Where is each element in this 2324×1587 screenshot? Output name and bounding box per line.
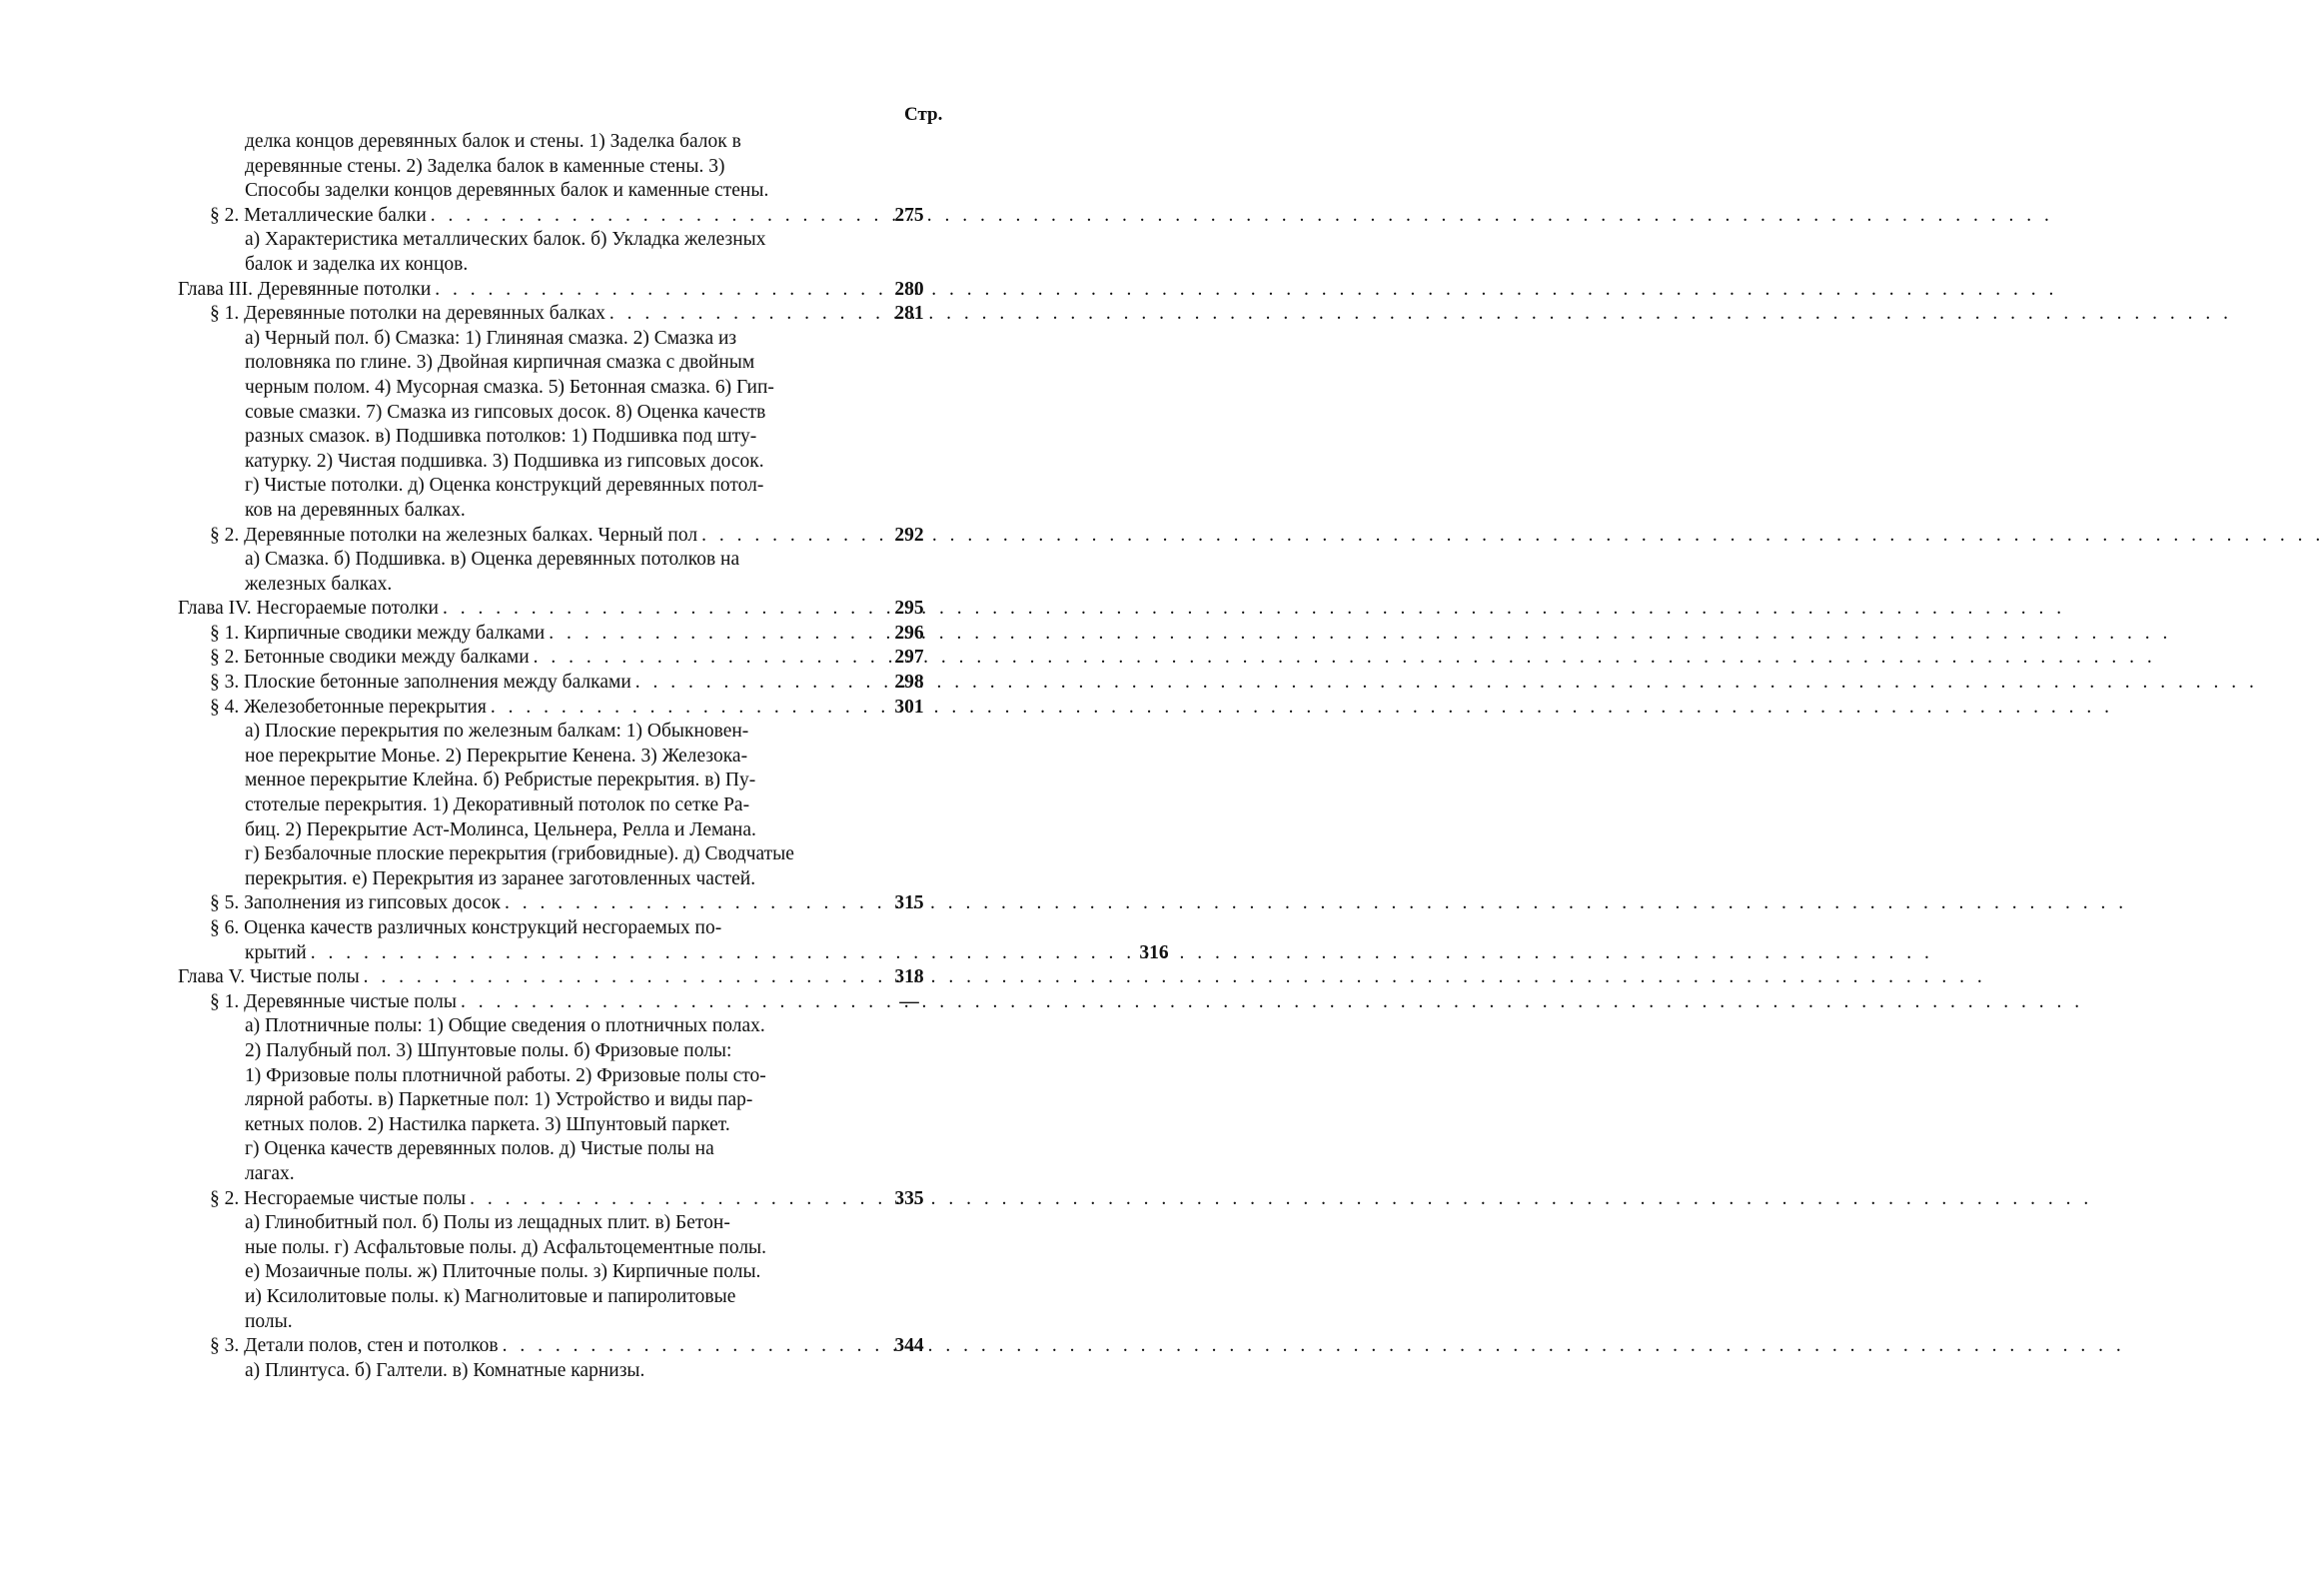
toc-entry-title-with-leader xyxy=(210,646,877,671)
dot-leader xyxy=(549,622,2171,647)
toc-entry-title: § 1. Кирпичные сводики между балками xyxy=(210,622,549,647)
toc-description-text: менное перекрытие Клейна. б) Ребристые перекрытия. в) Пу- xyxy=(245,770,756,792)
toc-page-number: 316 xyxy=(1139,941,1169,963)
toc-description-line xyxy=(245,842,1162,867)
toc-entry-title-with-leader xyxy=(178,597,877,622)
dot-leader xyxy=(503,1334,2125,1359)
dot-leader xyxy=(470,1187,2092,1212)
dot-leader xyxy=(461,990,2083,1015)
toc-entry xyxy=(210,524,1162,549)
toc-description-text: полы. xyxy=(245,1310,293,1332)
toc-entry-title: § 2. Несгораемые чистые полы xyxy=(210,1187,470,1212)
toc-description-line xyxy=(245,769,1162,794)
toc-entry-title: § 1. Деревянные чистые полы xyxy=(210,990,461,1015)
toc-entry-title: § 3. Детали полов, стен и потолков xyxy=(210,1334,503,1359)
dot-leader xyxy=(435,278,2057,303)
toc-entry-title: крытий xyxy=(245,941,311,966)
toc-description-line xyxy=(245,1260,1162,1285)
toc-description-text: а) Глинобитный пол. б) Полы из лещадных плит. в) Бетон- xyxy=(245,1212,730,1234)
toc-description-text: ные полы. г) Асфальтовые полы. д) Асфальтоцементные полы. xyxy=(245,1236,767,1258)
toc-entry-title: Глава III. Деревянные потолки xyxy=(178,278,435,303)
toc-description-text: перекрытия. е) Перекрытия из заранее заготовленных частей. xyxy=(245,867,756,889)
toc-description-text: половняка по глине. 3) Двойная кирпичная смазка с двойным xyxy=(245,352,755,374)
toc-description-text: лагах. xyxy=(245,1162,295,1184)
toc-description-line xyxy=(245,745,1162,770)
toc-entry-title-with-leader xyxy=(210,302,877,327)
toc-entry-title-with-leader xyxy=(210,696,877,721)
toc-description-line xyxy=(245,1088,1162,1113)
toc-description-text: г) Оценка качеств деревянных полов. д) Чистые полы на xyxy=(245,1138,714,1160)
toc-description-line xyxy=(245,474,1162,499)
toc-description-text: а) Черный пол. б) Смазка: 1) Глиняная смазка. 2) Смазка из xyxy=(245,327,737,349)
toc-page-number: 295 xyxy=(894,598,924,620)
toc-entry-title-with-leader xyxy=(245,941,944,966)
toc-description-text: делка концов деревянных балок и стены. 1) Заделка балок в xyxy=(245,131,741,152)
toc-description-line xyxy=(245,1285,1162,1310)
toc-description-text: а) Плотничные полы: 1) Общие сведения о плотничных полах. xyxy=(245,1015,765,1037)
toc-entry xyxy=(210,671,1162,696)
toc-entry-title: § 1. Деревянные потолки на деревянных балках xyxy=(210,302,609,327)
toc-entry-title-with-leader xyxy=(210,622,877,647)
toc-description-line xyxy=(245,1236,1162,1261)
dot-leader xyxy=(505,891,2127,916)
toc-description-line xyxy=(245,867,1162,892)
dot-leader xyxy=(609,302,2232,327)
toc-entry xyxy=(178,278,1162,303)
toc-entry-title-with-leader xyxy=(210,204,877,229)
toc-page-number: — xyxy=(899,990,919,1012)
toc-description-line xyxy=(245,351,1162,376)
toc-page-number: 296 xyxy=(894,622,924,644)
toc-page-number: 280 xyxy=(894,278,924,300)
toc-entry-title-with-leader xyxy=(210,891,877,916)
toc-description-line xyxy=(210,916,1162,941)
toc-description-text: ное перекрытие Монье. 2) Перекрытие Кенена. 3) Железока- xyxy=(245,745,748,767)
toc-entry xyxy=(210,696,1162,721)
toc-description-text: Способы заделки концов деревянных балок и каменные стены. xyxy=(245,180,769,202)
toc-entry-title-with-leader xyxy=(210,524,877,549)
toc-description-text: е) Мозаичные полы. ж) Плиточные полы. з) Кирпичные полы. xyxy=(245,1261,761,1283)
toc-description-text: лярной работы. в) Паркетные пол: 1) Устройство и виды пар- xyxy=(245,1089,753,1111)
toc-description-text: разных смазок. в) Подшивка потолков: 1) Подшивка под шту- xyxy=(245,426,757,448)
toc-entry xyxy=(210,204,1162,229)
toc-page-number: 335 xyxy=(894,1187,924,1209)
toc-description-line xyxy=(245,1064,1162,1089)
toc-entry-title: Глава V. Чистые полы xyxy=(178,965,364,990)
dot-leader xyxy=(534,646,2156,671)
toc-entry xyxy=(210,1334,1162,1359)
toc-page-number: 275 xyxy=(894,204,924,226)
toc-entry-title: § 3. Плоские бетонные заполнения между балками xyxy=(210,671,635,696)
toc-description-text: черным полом. 4) Мусорная смазка. 5) Бетонная смазка. 6) Гип- xyxy=(245,376,774,398)
toc-description-line xyxy=(245,327,1162,352)
toc-description-line xyxy=(245,548,1162,573)
toc-description-text: а) Характеристика металлических балок. б) Укладка железных xyxy=(245,229,766,251)
toc-description-line xyxy=(245,1310,1162,1335)
toc-description-line xyxy=(245,1359,1162,1384)
toc-description-line xyxy=(245,376,1162,401)
toc-description-line xyxy=(245,130,1162,155)
toc-description-line xyxy=(245,179,1162,204)
dot-leader xyxy=(443,597,2065,622)
toc-entry xyxy=(210,622,1162,647)
toc-description-line xyxy=(245,720,1162,745)
toc-description-text: а) Смазка. б) Подшивка. в) Оценка деревянных потолков на xyxy=(245,549,740,571)
toc-description-line xyxy=(245,499,1162,524)
toc-entry xyxy=(210,646,1162,671)
toc-description-text: 1) Фризовые полы плотничной работы. 2) Фризовые полы сто- xyxy=(245,1064,766,1086)
toc-entry xyxy=(210,1187,1162,1212)
toc-description-text: г) Чистые потолки. д) Оценка конструкций деревянных потол- xyxy=(245,475,764,497)
page-column-header: Стр. xyxy=(904,104,943,125)
toc-entry xyxy=(210,302,1162,327)
toc-description-text: § 6. Оценка качеств различных конструкций несгораемых по- xyxy=(210,917,722,938)
toc-entry-title-with-leader xyxy=(210,1334,877,1359)
toc-description-text: кетных полов. 2) Настилка паркета. 3) Шпунтовый паркет. xyxy=(245,1113,730,1135)
toc-entry-title-with-leader xyxy=(178,965,877,990)
toc-description-text: железных балках. xyxy=(245,573,393,595)
toc-entry-title: § 4. Железобетонные перекрытия xyxy=(210,696,491,721)
toc-description-text: деревянные стены. 2) Заделка балок в каменные стены. 3) xyxy=(245,155,725,177)
toc-entry-title: § 5. Заполнения из гипсовых досок xyxy=(210,891,505,916)
toc-description-line xyxy=(245,1162,1162,1187)
toc-entry xyxy=(178,597,1162,622)
toc-description-line xyxy=(245,1211,1162,1236)
toc-description-text: катурку. 2) Чистая подшивка. 3) Подшивка из гипсовых досок. xyxy=(245,450,764,472)
toc-description-line xyxy=(245,155,1162,180)
dot-leader xyxy=(364,965,1986,990)
toc-page-number: 344 xyxy=(894,1335,924,1357)
toc-page-number: 318 xyxy=(894,966,924,988)
toc-description-text: а) Плинтуса. б) Галтели. в) Комнатные карнизы. xyxy=(245,1359,645,1381)
dot-leader xyxy=(491,696,2113,721)
dot-leader xyxy=(431,204,2053,229)
toc-page-number: 298 xyxy=(894,672,924,694)
toc-description-text: и) Ксилолитовые полы. к) Магнолитовые и папиролитовые xyxy=(245,1285,736,1307)
toc-entry-title-with-leader xyxy=(178,278,877,303)
toc-entry xyxy=(178,965,1162,990)
toc-description-line xyxy=(245,818,1162,843)
toc-description-line xyxy=(245,253,1162,278)
toc-entry-title-with-leader xyxy=(210,990,877,1015)
toc-description-line xyxy=(245,1113,1162,1138)
toc-entry-title: § 2. Металлические балки xyxy=(210,204,431,229)
toc-description-line xyxy=(245,401,1162,426)
toc-entry xyxy=(245,941,1169,966)
table-of-contents xyxy=(0,130,1169,1383)
toc-entry-title-with-leader xyxy=(210,1187,877,1212)
toc-page-number: 292 xyxy=(894,524,924,546)
toc-page-number: 297 xyxy=(894,647,924,669)
toc-entry xyxy=(210,891,1162,916)
toc-description-text: 2) Палубный пол. 3) Шпунтовые полы. б) Фризовые полы: xyxy=(245,1039,732,1061)
dot-leader xyxy=(311,941,1933,966)
toc-description-line xyxy=(245,450,1162,475)
toc-description-line xyxy=(245,425,1162,450)
toc-description-text: совые смазки. 7) Смазка из гипсовых досок. 8) Оценка качеств xyxy=(245,401,766,423)
toc-description-line xyxy=(245,573,1162,598)
toc-entry-title: § 2. Деревянные потолки на железных балках. Черный пол xyxy=(210,524,701,549)
toc-description-line xyxy=(245,1039,1162,1064)
toc-description-line xyxy=(245,1137,1162,1162)
toc-description-text: ков на деревянных балках. xyxy=(245,499,466,521)
toc-description-line xyxy=(245,1014,1162,1039)
toc-description-line xyxy=(245,228,1162,253)
toc-page-number: 315 xyxy=(894,892,924,914)
toc-description-line xyxy=(245,794,1162,818)
toc-description-text: а) Плоские перекрытия по железным балкам: 1) Обыкновен- xyxy=(245,721,749,743)
toc-page-number: 301 xyxy=(894,696,924,718)
dot-leader xyxy=(701,524,2324,549)
toc-description-text: биц. 2) Перекрытие Аст-Молинса, Цельнера, Релла и Лемана. xyxy=(245,818,756,840)
toc-entry-title: Глава IV. Несгораемые потолки xyxy=(178,597,443,622)
toc-page-number: 281 xyxy=(894,303,924,325)
toc-description-text: г) Безбалочные плоские перекрытия (грибовидные). д) Сводчатые xyxy=(245,843,794,865)
toc-entry-title-with-leader xyxy=(210,671,877,696)
toc-description-text: балок и заделка их концов. xyxy=(245,253,469,275)
toc-entry xyxy=(210,990,1162,1015)
toc-entry-title: § 2. Бетонные сводики между балками xyxy=(210,646,534,671)
toc-description-text: стотелые перекрытия. 1) Декоративный потолок по сетке Ра- xyxy=(245,794,750,816)
